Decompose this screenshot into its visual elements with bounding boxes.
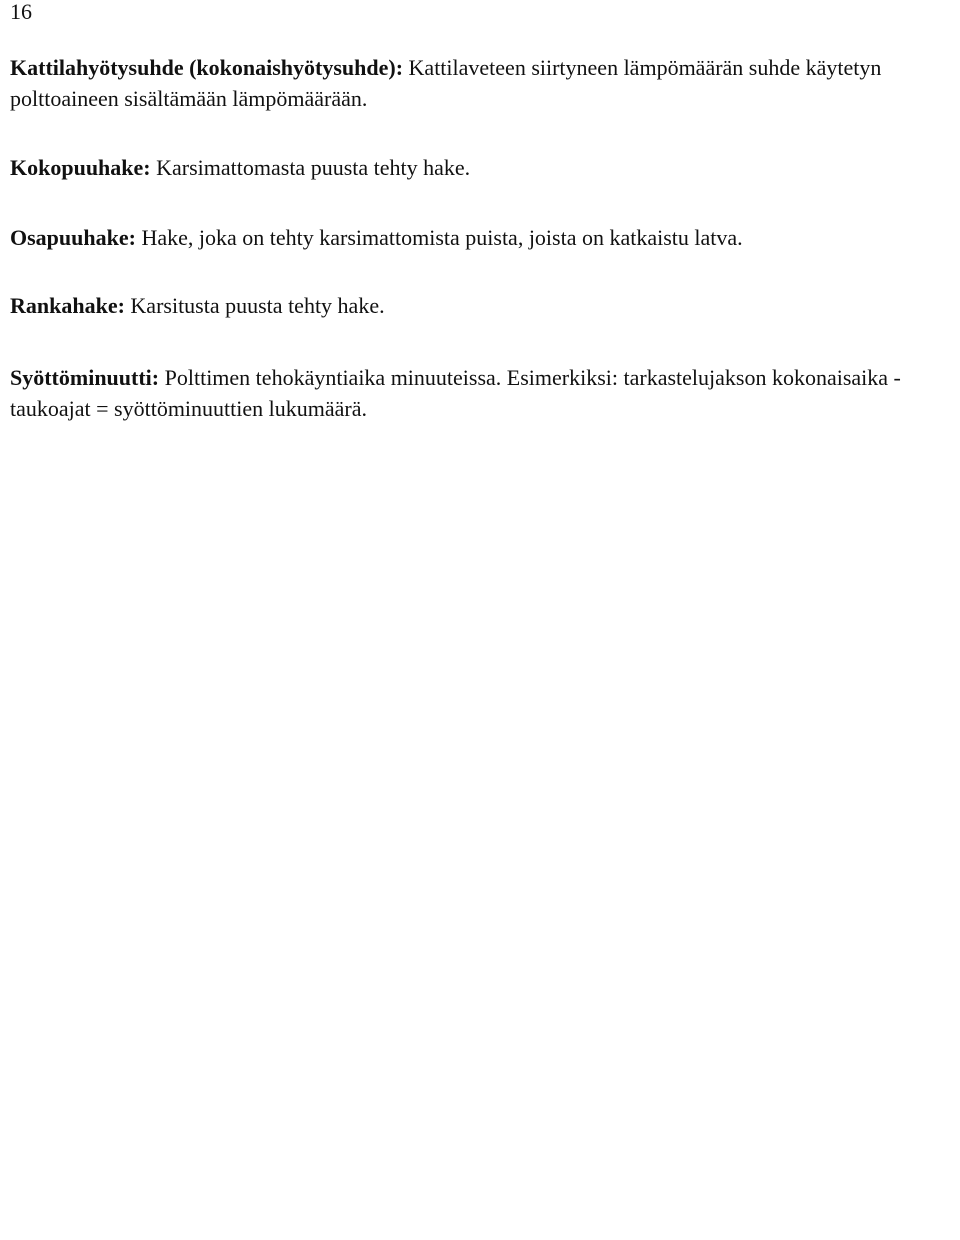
definition-term: Rankahake: [10, 293, 125, 318]
definition-text: Kattilaveteen siirtyneen lämpömäärän suhde käytetyn polttoaineen sisältämään lämpömäärään. [10, 55, 882, 111]
definition-text: Karsitusta puusta tehty hake. [130, 293, 385, 318]
definition-text: Polttimen tehokäyntiaika minuuteissa. Esimerkiksi: tarkastelujakson kokonaisaika - taukoajat = syöttöminuuttien lukumäärä. [10, 365, 901, 421]
definition-kattilahyotysuhde [10, 52, 910, 114]
definition-term: Osapuuhake: [10, 225, 136, 250]
definition-osapuuhake [10, 222, 910, 253]
definition-term: Kokopuuhake: [10, 155, 151, 180]
page-number: 16 [10, 0, 32, 24]
definition-text: Hake, joka on tehty karsimattomista puista, joista on katkaistu latva. [141, 225, 743, 250]
definition-text: Karsimattomasta puusta tehty hake. [156, 155, 471, 180]
definition-rankahake [10, 290, 910, 321]
definition-term: Syöttöminuutti: [10, 365, 160, 390]
definition-term: Kattilahyötysuhde (kokonaishyötysuhde): [10, 55, 404, 80]
definition-syottominuutti [10, 362, 910, 424]
definition-kokopuuhake [10, 152, 910, 183]
